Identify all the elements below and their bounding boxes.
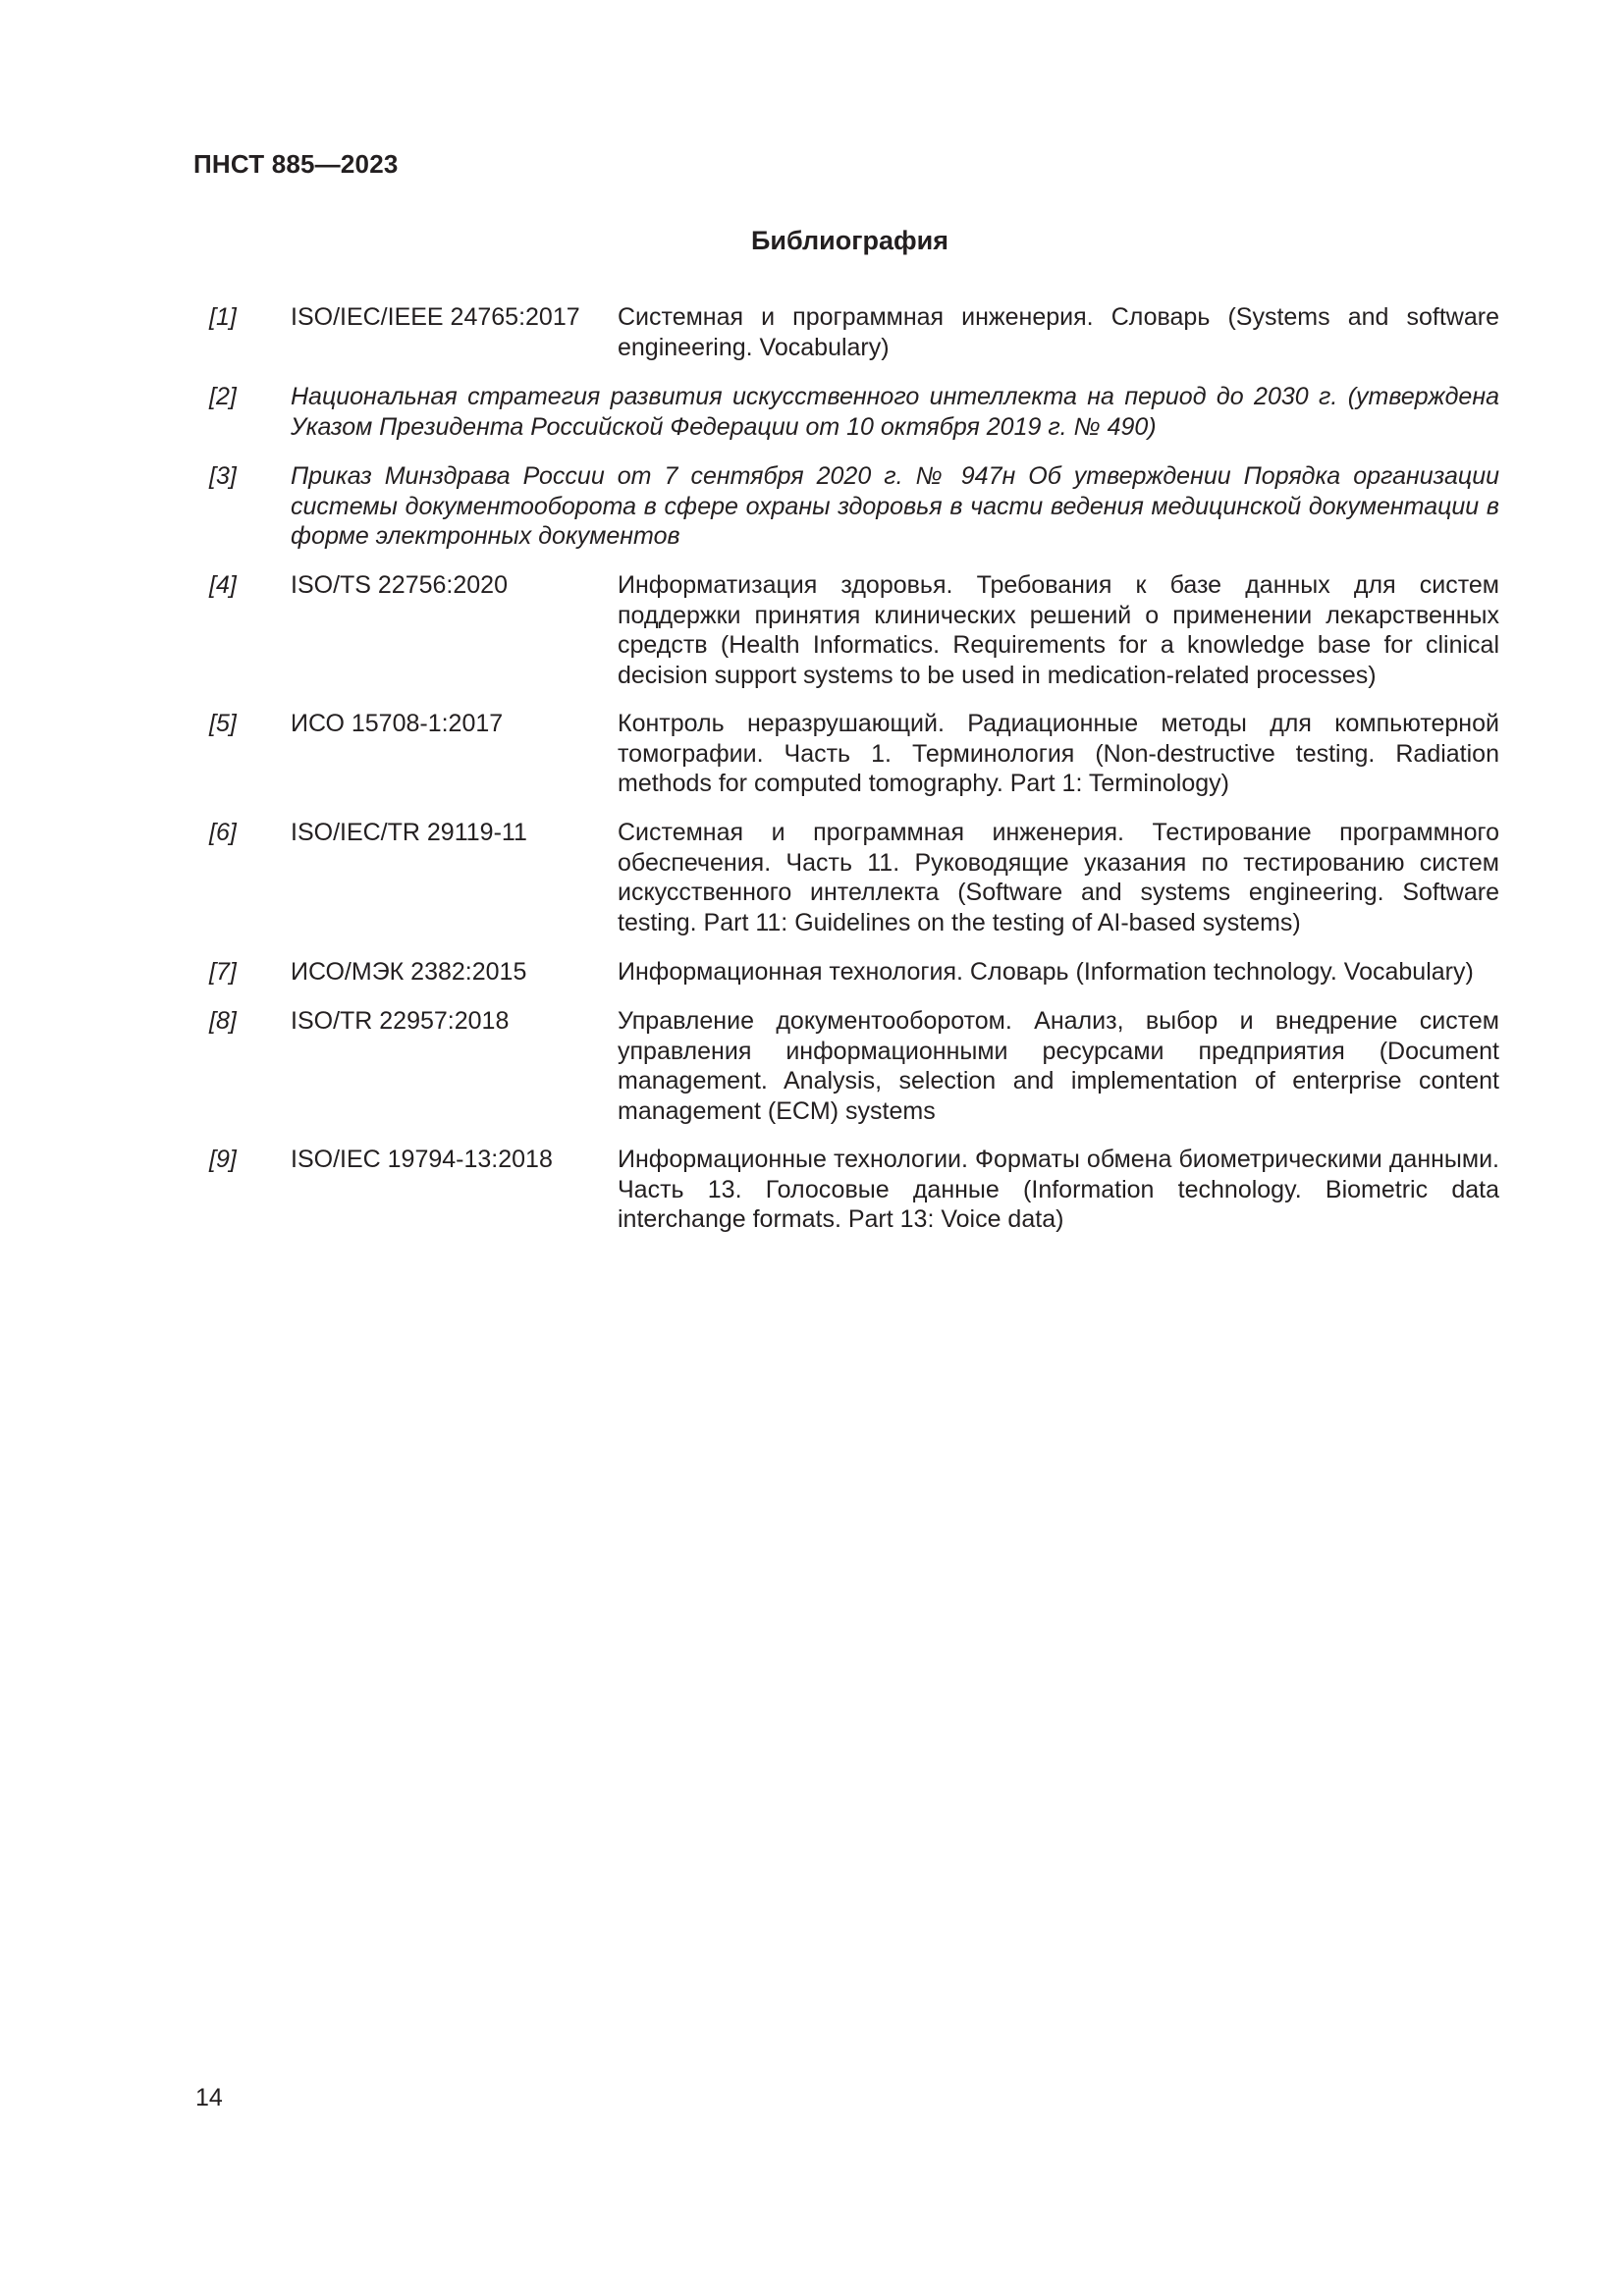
page-number: 14 (195, 2084, 223, 2111)
entry-number: [7] (209, 958, 237, 986)
entry-number: [1] (209, 303, 237, 331)
entry-title: Управление документооборотом. Анализ, выбор и внедрение систем управления информационными ресурсами предприятия (Document management. Analysis, selection and implementation of enterprise content management (ECM) systems (618, 1007, 1499, 1125)
document-code: ПНСТ 885—2023 (193, 149, 399, 179)
entry-standard-code: ISO/TR 22957:2018 (291, 1007, 510, 1035)
entry-standard-code: ISO/IEC/TR 29119-11 (291, 819, 527, 846)
entry-title: Контроль неразрушающий. Радиационные методы для компьютерной томографии. Часть 1. Терминология (Non-destructive testing. Radiation methods for computed tomography. Part 1: Terminology) (618, 710, 1499, 797)
entry-title: Системная и программная инженерия. Тестирование программного обеспечения. Часть 11. Руководящие указания по тестированию систем искусственного интеллекта (Software and systems engineering. Software testing. Part 11: Guidelines on the testing of AI-based systems) (618, 819, 1499, 936)
entry-title: Информатизация здоровья. Требования к базе данных для систем поддержки принятия клинических решений о применении лекарственных средств (Health Informatics. Requirements for a knowledge base for clinical decision support systems to be used in medication-related processes) (618, 571, 1499, 689)
entry-title: Информационная технология. Словарь (Information technology. Vocabulary) (618, 958, 1474, 986)
entry-standard-code: ИСО/МЭК 2382:2015 (291, 958, 527, 986)
entry-standard-code: ИСО 15708-1:2017 (291, 710, 504, 737)
entry-number: [5] (209, 710, 237, 737)
section-title: Библиография (751, 226, 948, 255)
entry-number: [8] (209, 1007, 237, 1035)
entry-text: Национальная стратегия развития искусственного интеллекта на период до 2030 г. (утверждена Указом Президента Российской Федерации от 10 октября 2019 г. № 490) (291, 383, 1499, 441)
entry-number: [3] (209, 462, 237, 490)
entry-number: [4] (209, 571, 237, 599)
entry-title: Информационные технологии. Форматы обмена биометрическими данными. Часть 13. Голосовые данные (Information technology. Biometric data interchange formats. Part 13: Voice data) (618, 1146, 1499, 1233)
entry-number: [2] (209, 383, 237, 410)
entry-title: Системная и программная инженерия. Словарь (Systems and software engineering. Vocabulary) (618, 303, 1499, 361)
entry-standard-code: ISO/IEC 19794-13:2018 (291, 1146, 553, 1173)
entry-standard-code: ISO/IEC/IEEE 24765:2017 (291, 303, 580, 331)
entry-number: [6] (209, 819, 237, 846)
entry-number: [9] (209, 1146, 237, 1173)
entry-standard-code: ISO/TS 22756:2020 (291, 571, 508, 599)
entry-text: Приказ Минздрава России от 7 сентября 2020 г. № 947н Об утверждении Порядка организации системы документооборота в сфере охраны здоровья в части ведения медицинской документации в форме электронных документов (291, 462, 1499, 550)
